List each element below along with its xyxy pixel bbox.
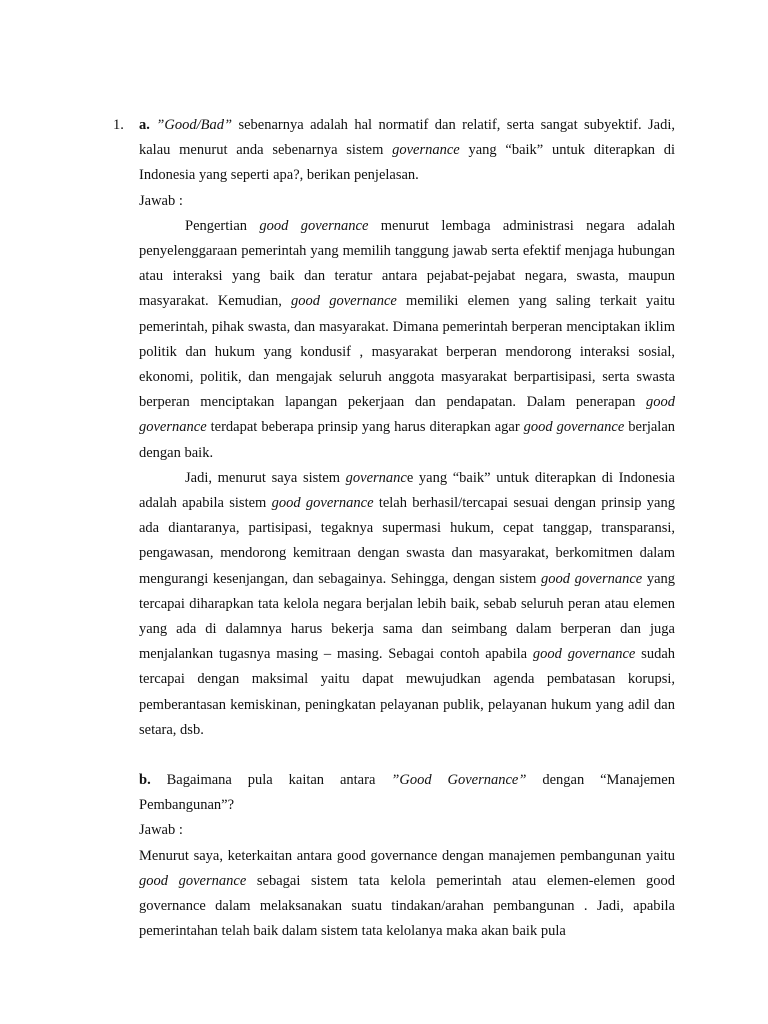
text-run: governanc [345, 469, 407, 486]
question-a-answer-label: Jawab : [139, 192, 183, 209]
text-run: ”Good/Bad” [156, 117, 233, 133]
text-run: telah berhasil/tercapai sesuai dengan prinsip yang ada diantaranya, partisipasi, tegaknya supermasi hukum, cepat tanggap, transparansi, pengawasan, mendorong kemitraan dengan swasta dan masyarakat, berkomitmen dalam mengurangi kesenjangan, dan sebagainya. Sehingga, dengan sistem [139, 495, 675, 587]
text-run: Menurut saya, keterkaitan antara good governance dengan manajemen pembangunan yaitu [139, 847, 675, 864]
text-run: yang tercapai diharapkan tata kelola negara berjalan lebih baik, sebab seluruh peran atau elemen yang ada di dalamnya harus bekerja sama dan seimbang dalam berperan dan juga menjalankan tugasnya masing – masing. Sebagai contoh apabila [139, 570, 676, 663]
text-run: menurut lembaga administrasi negara adalah penyelenggaraan pemerintah yang memilih tanggung jawab serta efektif menjaga hubungan atau interaksi yang baik dan teratur antara pejabat-pejabat negara, swasta, maupun masyarakat. Kemudian, [139, 217, 675, 310]
text-run: good governance [139, 394, 675, 436]
question-b-body [139, 772, 675, 813]
section-spacer [139, 743, 675, 768]
text-run: dengan “Manajemen Pembangunan”? [139, 772, 675, 814]
list-number: 1. [113, 117, 124, 133]
text-run: good governance [271, 495, 374, 512]
text-run: good governance [259, 217, 369, 234]
text-run: ”Good Governance” [391, 772, 527, 789]
answer-a-paragraph-2 [139, 466, 675, 743]
question-b-text [139, 768, 675, 818]
question-a-text [139, 113, 675, 189]
text-run: governance [392, 142, 460, 159]
text-run: memiliki elemen yang saling terkait yaitu pemerintah, pihak swasta, dan masyarakat. Dimana pemerintah berperan menciptakan iklim politik dan hukum yang kondusif , masyarakat berperan mendorong interaksi sosial, ekonomi, politik, dan mengajak seluruh anggota masyarakat berpartisipasi, serta swasta berperan menciptakan lapangan pekerjaan dan pendapatan. Dalam penerapan [139, 293, 676, 411]
text-run: Bagaimana pula kaitan antara [166, 772, 392, 789]
text-run: sudah tercapai dengan maksimal yaitu dapat mewujudkan agenda pembatasan korupsi, pemberantasan kemiskinan, peningkatan pelayanan publik, pelayanan hukum yang adil dan setara, dsb. [139, 646, 676, 738]
answer-b-paragraph-1 [139, 844, 675, 945]
answer-a-paragraph-1 [139, 214, 675, 466]
document-content [139, 113, 675, 945]
question-b-answer-label: Jawab : [139, 822, 183, 839]
text-run: sebagai sistem tata kelola pemerintah atau elemen-elemen good governance dalam melaksanakan suatu tindakan/arahan pembangunan . Jadi, apabila pemerintahan telah baik dalam sistem tata kelolanya maka akan baik pula [139, 872, 676, 940]
text-run: good governance [523, 419, 625, 436]
text-run: terdapat beberapa prinsip yang harus diterapkan agar [206, 419, 524, 436]
text-run: yang “baik” untuk diterapkan di Indonesia yang seperti apa?, berikan penjelasan. [139, 142, 675, 184]
question-b-label: b. [139, 772, 151, 789]
text-run: good governance [541, 570, 643, 587]
text-run: Jadi, menurut saya sistem [185, 469, 346, 486]
text-run: good governance [532, 646, 636, 663]
text-run: Pengertian [185, 217, 260, 234]
text-run: good governance [139, 872, 247, 889]
text-run: sebenarnya adalah hal normatif dan relatif, serta sangat subyektif. Jadi, kalau menurut anda sebenarnya sistem [139, 117, 676, 159]
question-a-body [139, 117, 675, 183]
text-run: e yang “baik” untuk diterapkan di Indonesia adalah apabila sistem [139, 469, 675, 512]
text-run: berjalan dengan baik. [139, 419, 676, 461]
text-run: good governance [291, 293, 397, 310]
question-a-label: a. [139, 117, 150, 133]
